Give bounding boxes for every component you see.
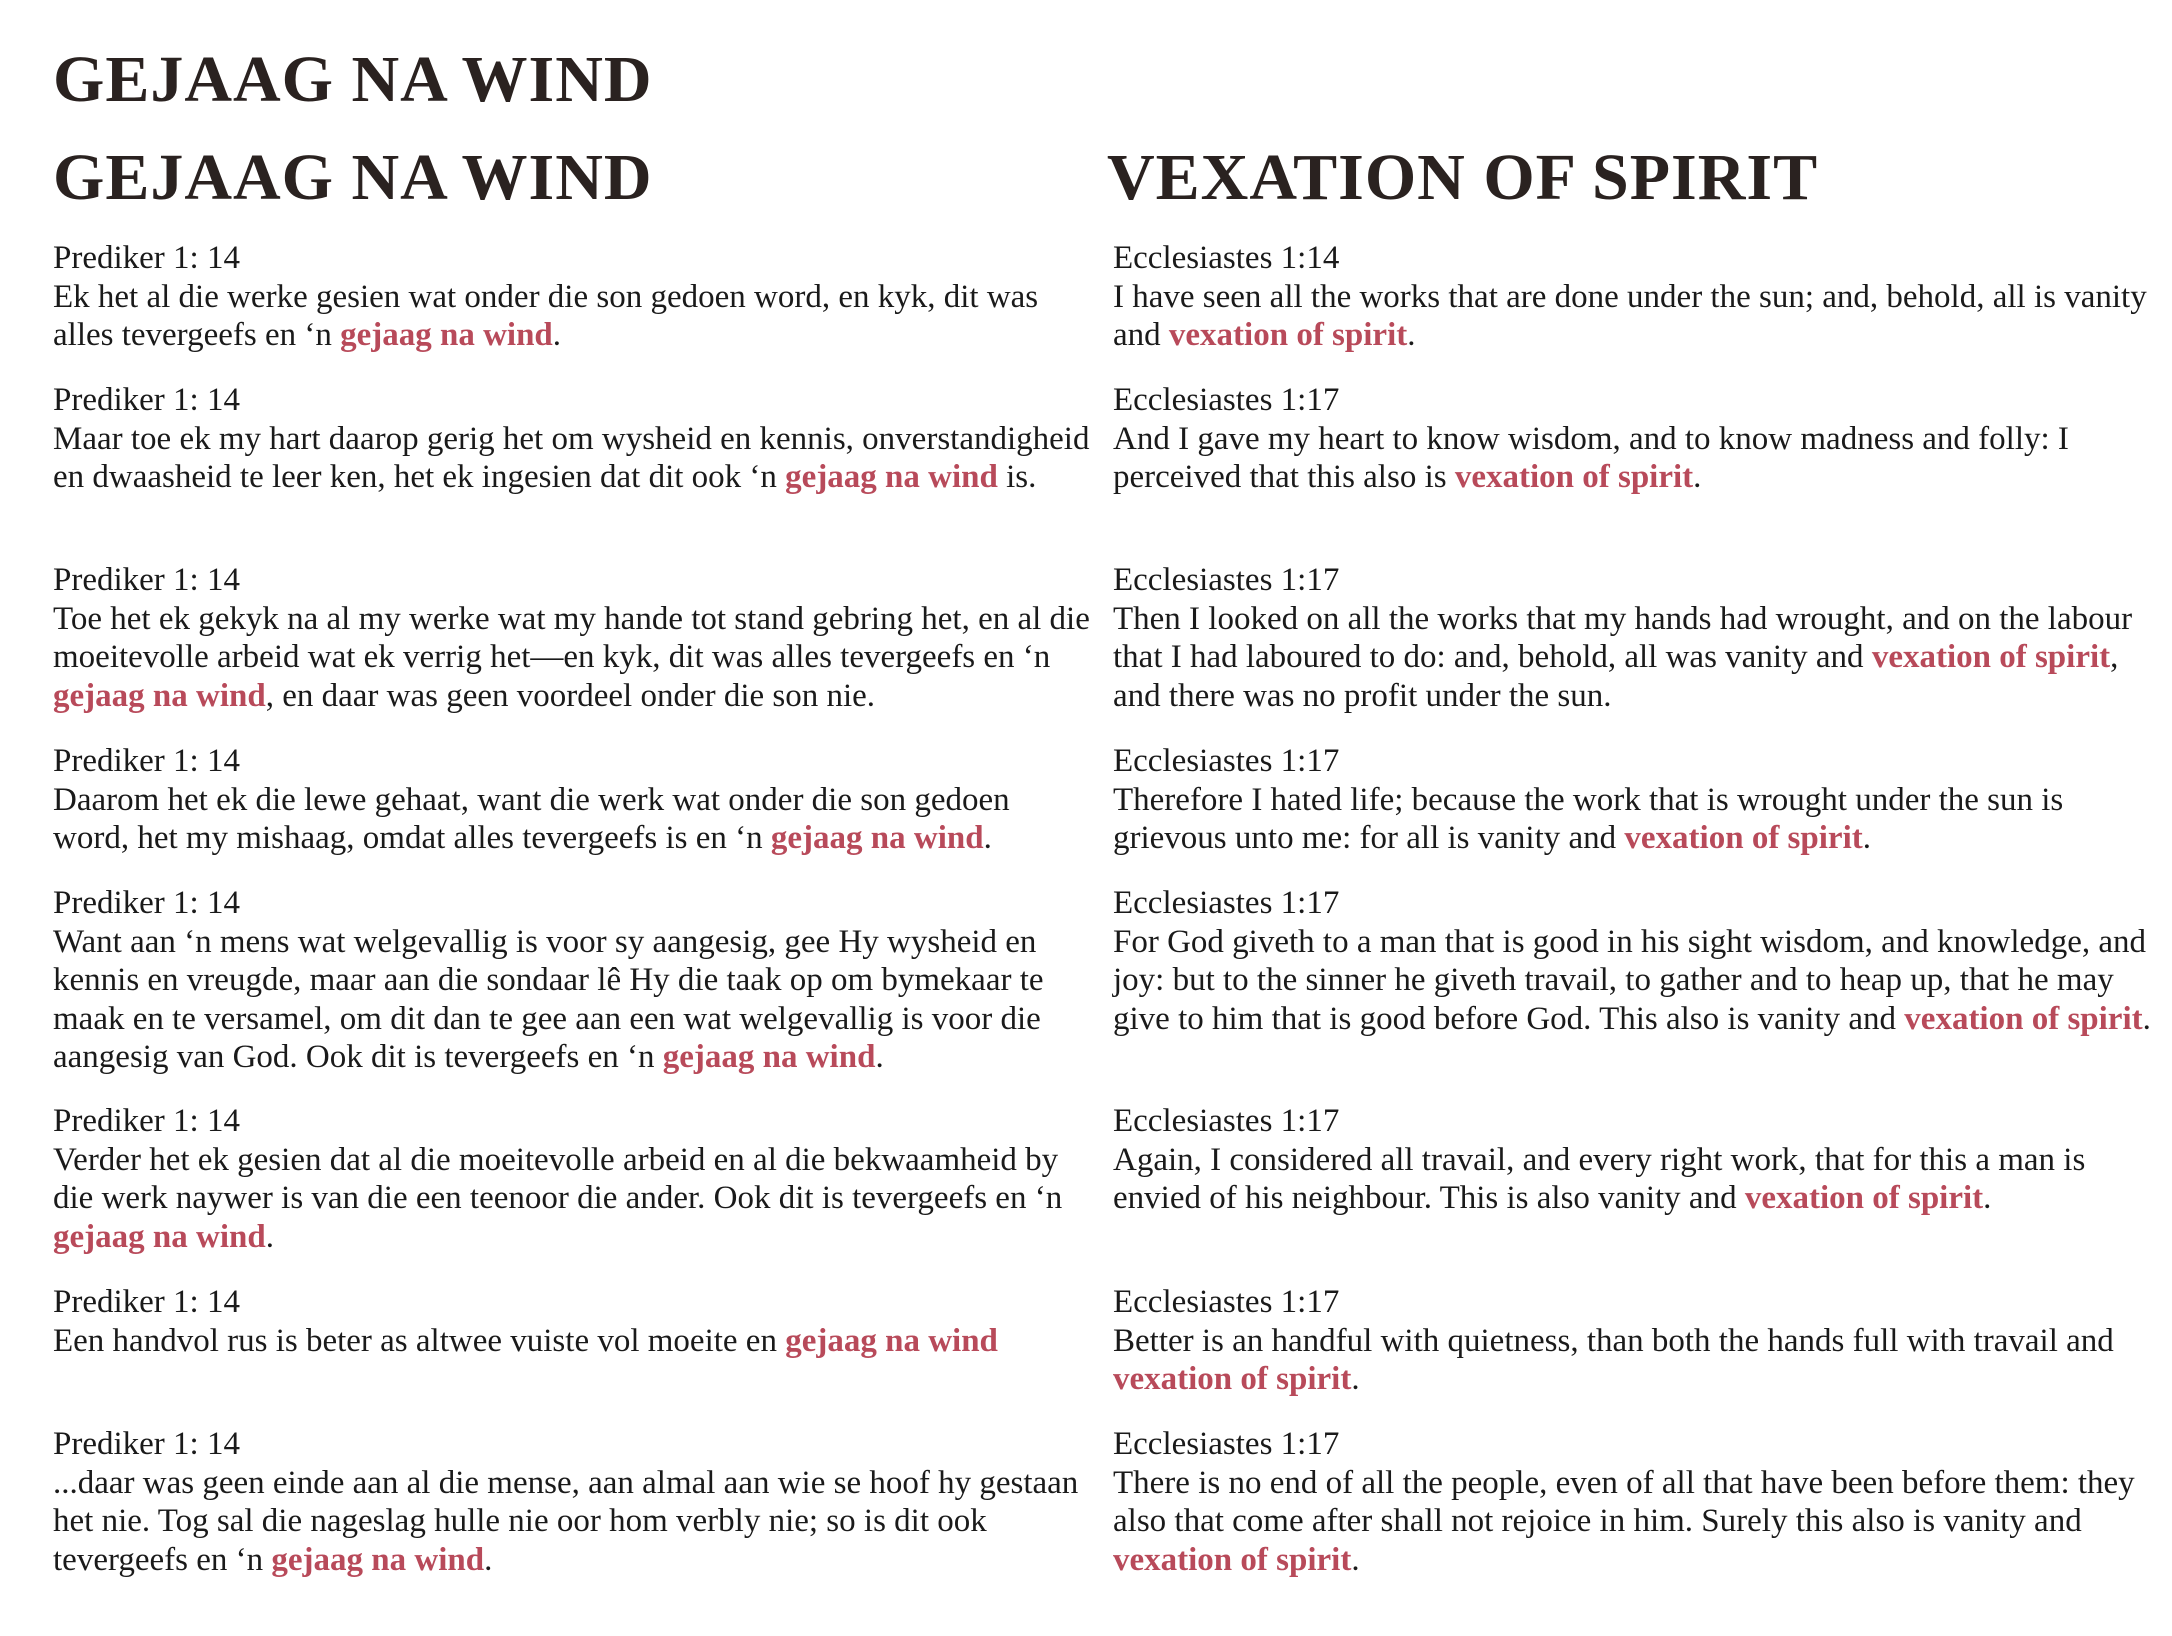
verse-highlight: gejaag na wind (53, 677, 266, 714)
afrikaans-verse (53, 239, 1093, 355)
verse-text-end: . (1351, 1361, 1360, 1397)
verse-text-end: . (265, 1218, 274, 1255)
verse-reference: Prediker 1: 14 (53, 382, 240, 418)
english-verse (1113, 381, 2158, 497)
verse-text-end: . (2142, 1000, 2151, 1037)
english-verse (1113, 239, 2158, 355)
verse-highlight: vexation of spirit (1168, 317, 1408, 353)
verse-highlight: gejaag na wind (271, 1541, 485, 1578)
page-title: GEJAAG NA WIND (53, 43, 653, 116)
verse-text: Again, I considered all travail, and every right work, that for this a man is envied of his neighbour. This is also vanity and (1113, 1141, 2086, 1216)
verse-reference: Prediker 1: 14 (53, 885, 240, 921)
verse-text: ...daar was geen einde aan al die mense, aan almal aan wie se hoof hy gestaan het nie. Tog sal die nageslag hulle nie oor hom verbly nie; so is dit ook tevergeefs en ‘n (53, 1464, 1079, 1578)
verse-reference: Ecclesiastes 1:14 (1113, 240, 1340, 276)
verse-highlight: gejaag na wind (53, 1218, 266, 1255)
verse-reference: Ecclesiastes 1:17 (1113, 1426, 1340, 1462)
verse-reference: Prediker 1: 14 (53, 1426, 240, 1462)
verse-text-end: . (1693, 459, 1702, 495)
english-verse (1113, 742, 2158, 858)
verse-reference: Ecclesiastes 1:17 (1113, 743, 1340, 779)
verse-text: Daarom het ek die lewe gehaat, want die werk wat onder die son gedoen word, het my mishaag, omdat alles tevergeefs is en ‘n (53, 781, 1010, 856)
verse-text: Maar toe ek my hart daarop gerig het om wysheid en kennis, onverstandigheid en dwaasheid te leer ken, het ek ingesien dat dit ook ‘n (53, 420, 1090, 495)
verse-reference: Prediker 1: 14 (53, 240, 240, 276)
verse-reference: Prediker 1: 14 (53, 743, 240, 779)
verse-text: There is no end of all the people, even of all that have been before them: they also that come after shall not rejoice in him. Surely this also is vanity and (1113, 1464, 2135, 1539)
verse-highlight: vexation of spirit (1454, 459, 1694, 495)
verse-reference: Ecclesiastes 1:17 (1113, 885, 1340, 921)
afrikaans-column-heading: GEJAAG NA WIND (53, 141, 653, 214)
verse-text: Therefore I hated life; because the work that is wrought under the sun is grievous unto me: for all is vanity and (1113, 781, 2064, 856)
english-verse (1113, 561, 2158, 715)
verse-text-end: . (1983, 1180, 1992, 1216)
verse-highlight: vexation of spirit (1904, 1000, 2143, 1037)
verse-reference: Prediker 1: 14 (53, 1284, 240, 1320)
verse-highlight: vexation of spirit (1113, 1541, 1352, 1578)
afrikaans-verse (53, 381, 1093, 497)
verse-text: For God giveth to a man that is good in his sight wisdom, and knowledge, and joy: but to the sinner he giveth travail, to gather and to heap up, that he may give to him that is good before God. This also is vanity and (1113, 923, 2146, 1037)
verse-reference: Prediker 1: 14 (53, 1103, 240, 1139)
afrikaans-verse (53, 561, 1093, 715)
verse-text-end: . (552, 317, 562, 353)
verse-text-end: . (875, 1039, 884, 1075)
verse-highlight: gejaag na wind (785, 459, 998, 495)
afrikaans-verse (53, 884, 1093, 1077)
verse-text-end: , and there was no profit under the sun. (1113, 639, 2119, 714)
verse-text-end: . (1862, 820, 1871, 856)
verse-text: Want aan ‘n mens wat welgevallig is voor sy aangesig, gee Hy wysheid en kennis en vreugde, maar aan die sondaar lê Hy die taak op om bymekaar te maak en te versamel, om dit dan te gee aan een wat welgevallig is voor die aangesig van God. Ook dit is tevergeefs en ‘n (53, 923, 1044, 1075)
verse-highlight: gejaag na wind (662, 1039, 876, 1075)
afrikaans-verse (53, 1425, 1093, 1579)
verse-text: And I gave my heart to know wisdom, and to know madness and folly: I perceived that this also is (1113, 420, 2069, 495)
verse-text: Een handvol rus is beter as altwee vuiste vol moeite en (53, 1322, 786, 1359)
afrikaans-verse (53, 742, 1093, 858)
verse-highlight: gejaag na wind (770, 820, 984, 856)
english-verse (1113, 884, 2158, 1038)
verse-text: Toe het ek gekyk na al my werke wat my hande tot stand gebring het, en al die moeitevolle arbeid wat ek verrig het—en kyk, dit was alles tevergeefs en ‘n (53, 600, 1090, 675)
verse-text: I have seen all the works that are done under the sun; and, behold, all is vanity and (1113, 278, 2147, 353)
verse-text: Then I looked on all the works that my hands had wrought, and on the labour that I had laboured to do: and, behold, all was vanity and (1113, 600, 2133, 675)
verse-text: Better is an handful with quietness, than both the hands full with travail and (1113, 1322, 2114, 1359)
verse-text-end: . (484, 1541, 493, 1578)
verse-reference: Prediker 1: 14 (53, 562, 240, 598)
verse-reference: Ecclesiastes 1:17 (1113, 1103, 1340, 1139)
english-column-heading: VEXATION OF SPIRIT (1107, 141, 1819, 214)
afrikaans-verse (53, 1102, 1093, 1256)
afrikaans-verse (53, 1283, 1093, 1360)
verse-reference: Ecclesiastes 1:17 (1113, 562, 1340, 598)
verse-reference: Ecclesiastes 1:17 (1113, 382, 1340, 418)
verse-text-end: . (983, 820, 992, 856)
verse-highlight: vexation of spirit (1744, 1180, 1984, 1216)
verse-highlight: gejaag na wind (340, 317, 553, 353)
english-verse (1113, 1102, 2158, 1218)
verse-highlight: gejaag na wind (785, 1322, 998, 1359)
verse-reference: Ecclesiastes 1:17 (1113, 1284, 1340, 1320)
english-verse (1113, 1425, 2158, 1579)
verse-text-end: , en daar was geen voordeel onder die son nie. (265, 677, 876, 714)
verse-highlight: vexation of spirit (1871, 639, 2111, 675)
verse-text-end: . (1407, 317, 1416, 353)
verse-text: Ek het al die werke gesien wat onder die son gedoen word, en kyk, dit was alles tevergeefs en ‘n (53, 278, 1039, 353)
verse-highlight: vexation of spirit (1113, 1361, 1352, 1397)
verse-highlight: vexation of spirit (1624, 820, 1863, 856)
english-verse (1113, 1283, 2158, 1399)
verse-text: Verder het ek gesien dat al die moeitevolle arbeid en al die bekwaamheid by die werk naywer is van die een teenoor die ander. Ook dit is tevergeefs en ‘n (53, 1141, 1063, 1216)
verse-text-end: . (1351, 1541, 1360, 1578)
verse-text-end: is. (997, 459, 1037, 495)
